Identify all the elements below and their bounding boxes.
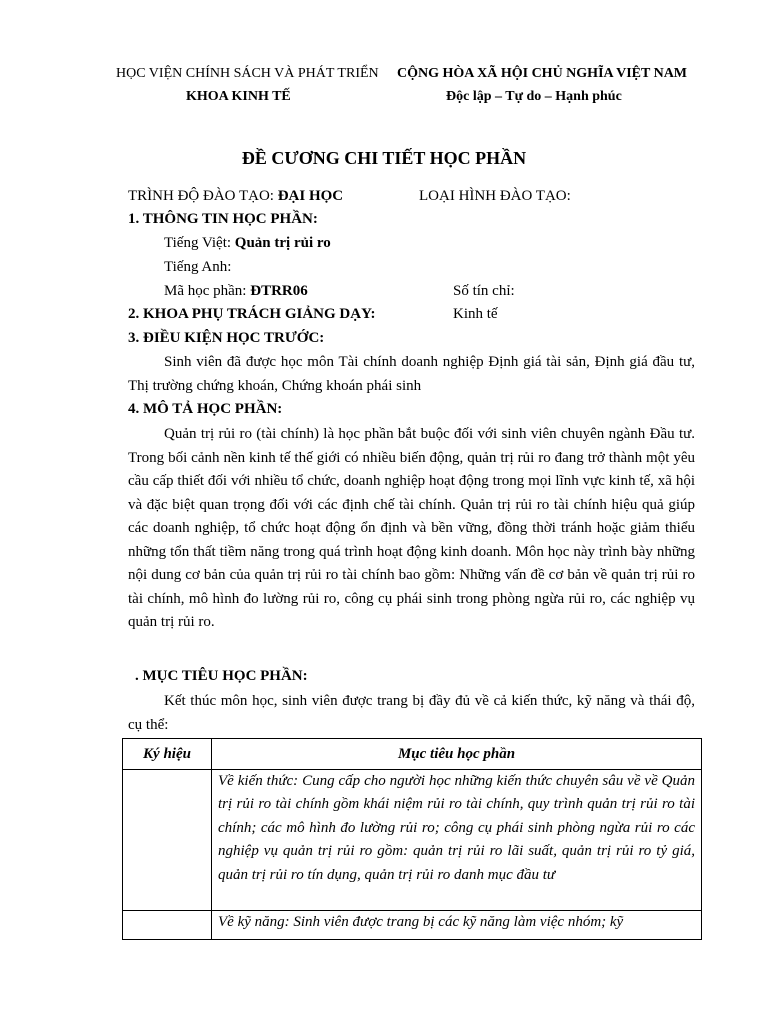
training-level <box>128 188 343 205</box>
faculty-name: KHOA KINH TẾ <box>186 89 291 104</box>
credits-label: Số tín chỉ: <box>453 283 515 299</box>
department-value: Kinh tế <box>453 306 498 322</box>
training-level-label: TRÌNH ĐỘ ĐÀO TẠO: <box>128 188 278 204</box>
training-level-value: ĐẠI HỌC <box>277 188 344 204</box>
course-name-vi <box>164 235 331 252</box>
national-title: CỘNG HÒA XÃ HỘI CHỦ NGHĨA VIỆT NAM <box>397 66 688 81</box>
objectives-intro: Kết thúc môn học, sinh viên được trang bị đầy đủ về cả kiến thức, kỹ năng và thái độ, cụ thể: <box>128 693 695 733</box>
section4-heading: 4. MÔ TẢ HỌC PHẦN: <box>128 401 283 417</box>
symbol-column-header: Ký hiệu <box>123 739 212 770</box>
table-row <box>123 770 702 911</box>
objective-cell: Về kiến thức: Cung cấp cho người học những kiến thức chuyên sâu về về Quản trị rủi ro tài chính gồm khái niệm rủi ro tài chính, quy trình quản trị rủi ro tài chính; các mô hình đo lường rủi ro; công cụ phái sinh phòng ngừa rủi ro các nghiệp vụ quản trị rủi ro gồm: quản trị rủi ro lãi suất, quản trị rủi ro tỷ giá, quản trị rủi ro tín dụng, quản trị rủi ro danh mục đầu tư <box>212 770 702 911</box>
objective-cell: Về kỹ năng: Sinh viên được trang bị các kỹ năng làm việc nhóm; kỹ <box>212 911 702 940</box>
symbol-cell <box>123 770 212 911</box>
section3-heading: 3. ĐIỀU KIỆN HỌC TRƯỚC: <box>128 330 325 346</box>
table-row <box>123 911 702 940</box>
national-motto: Độc lập – Tự do – Hạnh phúc <box>446 89 622 104</box>
course-name-vi-label: Tiếng Việt: <box>164 235 235 251</box>
institution-name: HỌC VIỆN CHÍNH SÁCH VÀ PHÁT TRIỂN <box>116 66 379 81</box>
training-type-label: LOẠI HÌNH ĐÀO TẠO: <box>419 188 571 204</box>
course-name-en-label: Tiếng Anh: <box>164 259 232 275</box>
course-code-value: ĐTRR06 <box>250 283 308 299</box>
symbol-cell <box>123 911 212 940</box>
section1-heading: 1. THÔNG TIN HỌC PHẦN: <box>128 211 318 227</box>
course-name-vi-value: Quản trị rủi ro <box>234 235 331 251</box>
course-code <box>164 283 308 300</box>
objectives-table <box>122 738 702 940</box>
objective-column-header: Mục tiêu học phần <box>212 739 702 770</box>
course-description: Quản trị rủi ro (tài chính) là học phần bắt buộc đối với sinh viên chuyên ngành Đầu tư. Trong bối cảnh nền kinh tế thế giới có nhiều biến động, quản trị rủi ro đang trở thành một yêu cầu cấp thiết đối với nhiều tổ chức, doanh nghiệp hoạt động trong mọi lĩnh vực kinh tế, xã hội và đặc biệt quan trọng đối với các định chế tài chính. Quản trị rủi ro tài chính hiệu quả giúp các doanh nghiệp, tổ chức hoạt động ổn định và bền vững, đồng thời tránh hoặc giảm thiểu những tổn thất tiềm năng trong quá trình hoạt động kinh doanh. Môn học này trình bày những nội dung cơ bản của quản trị rủi ro tài chính bao gồm: Những vấn đề cơ bản về quản trị rủi ro tài chính, mô hình đo lường rủi ro, công cụ phái sinh trong phòng ngừa rủi ro, các nghiệp vụ quản trị rủi ro. <box>128 426 695 630</box>
course-code-label: Mã học phần: <box>164 283 251 299</box>
document-title: ĐỀ CƯƠNG CHI TIẾT HỌC PHẦN <box>241 148 527 168</box>
section5-heading: . MỤC TIÊU HỌC PHẦN: <box>135 668 308 684</box>
table-header-row <box>123 739 702 770</box>
section2-heading: 2. KHOA PHỤ TRÁCH GIẢNG DẠY: <box>128 306 376 322</box>
prerequisites-text: Sinh viên đã được học môn Tài chính doanh nghiệp Định giá tài sản, Định giá đầu tư, Thị trường chứng khoán, Chứng khoán phái sinh <box>128 354 695 394</box>
